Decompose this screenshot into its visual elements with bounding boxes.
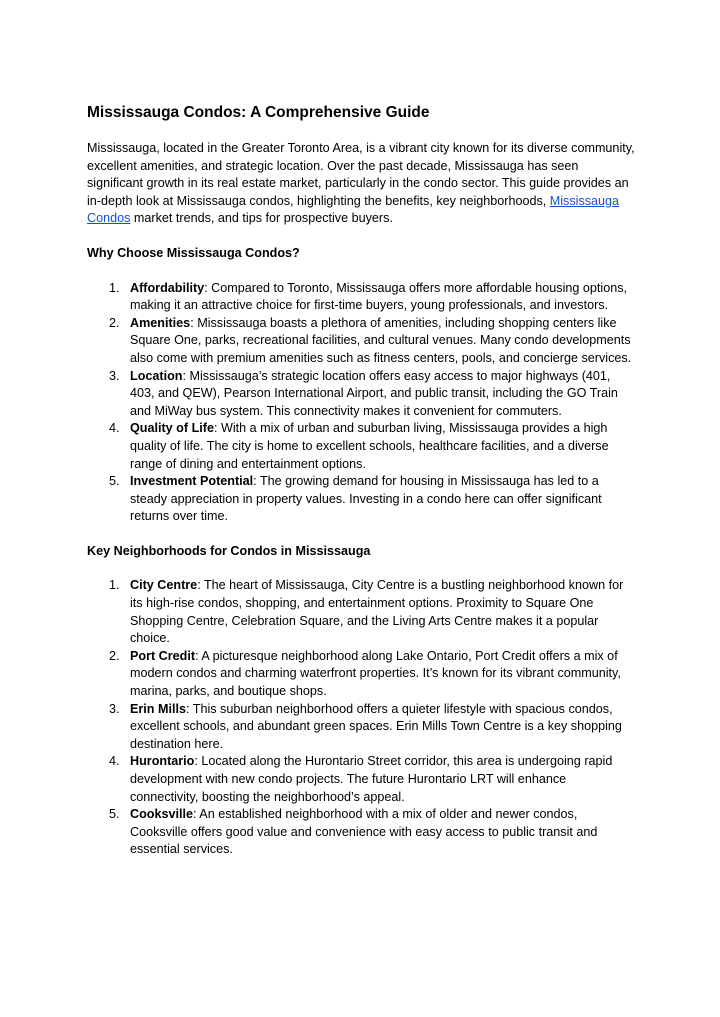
list-item-term: Amenities bbox=[130, 315, 191, 330]
list-item bbox=[87, 315, 635, 368]
intro-text-before-link: Mississauga, located in the Greater Toronto Area, is a vibrant city known for its diverse community, excellent amenities, and strategic location. Over the past decade, Mississauga has seen significant growth in its real estate market, particularly in the condo sector. This guide provides an in-depth look at Mississauga condos, highlighting the benefits, key neighborhoods, bbox=[87, 141, 635, 208]
list-item-term: Location bbox=[130, 368, 183, 383]
list-item-text: : The heart of Mississauga, City Centre is a bustling neighborhood known for its high-rise condos, shopping, and entertainment options. Proximity to Square One Shopping Centre, Celebration Square, and the Living Arts Centre makes it a popular choice. bbox=[130, 578, 624, 646]
list-item-number: 1. bbox=[109, 578, 120, 593]
list-item-number: 4. bbox=[109, 421, 120, 436]
list-item-text: : Located along the Hurontario Street corridor, this area is undergoing rapid development with new condo projects. The future Hurontario LRT will enhance connectivity, boosting the neighborhood’s appeal. bbox=[130, 754, 613, 804]
document-page bbox=[87, 103, 635, 876]
document-title: Mississauga Condos: A Comprehensive Guide bbox=[87, 104, 430, 121]
list-item-term: Investment Potential bbox=[130, 474, 254, 489]
why-choose-list bbox=[87, 280, 635, 526]
list-item bbox=[87, 420, 635, 473]
section-heading-why-choose: Why Choose Mississauga Condos? bbox=[87, 245, 300, 260]
list-item-term: City Centre bbox=[130, 578, 198, 593]
key-neighborhoods-list bbox=[87, 577, 635, 859]
list-item bbox=[87, 368, 635, 421]
list-item-term: Erin Mills bbox=[130, 701, 186, 716]
list-item-term: Hurontario bbox=[130, 754, 195, 769]
list-item-term: Affordability bbox=[130, 280, 205, 295]
list-item-text: : Mississauga’s strategic location offers easy access to major highways (401, 403, and QEW), Pearson International Airport, and public transit, including the GO Train and MiWay bus system. This connectivity makes it convenient for commuters. bbox=[130, 368, 618, 418]
intro-paragraph bbox=[87, 140, 635, 228]
intro-text-after-link: market trends, and tips for prospective buyers. bbox=[130, 211, 393, 226]
list-item-number: 3. bbox=[109, 368, 120, 383]
list-item-text: : The growing demand for housing in Mississauga has led to a steady appreciation in property values. Investing in a condo here can offer significant returns over time. bbox=[130, 474, 602, 524]
list-item-text: : With a mix of urban and suburban living, Mississauga provides a high quality of life. The city is home to excellent schools, healthcare facilities, and a diverse range of dining and entertainment options. bbox=[130, 421, 609, 471]
list-item-number: 4. bbox=[109, 754, 120, 769]
list-item-term: Port Credit bbox=[130, 648, 196, 663]
list-item-number: 2. bbox=[109, 315, 120, 330]
list-item bbox=[87, 753, 635, 806]
list-item bbox=[87, 648, 635, 701]
section-heading-key-neighborhoods: Key Neighborhoods for Condos in Mississauga bbox=[87, 543, 371, 558]
list-item-term: Quality of Life bbox=[130, 421, 214, 436]
list-item-text: : Compared to Toronto, Mississauga offers more affordable housing options, making it an attractive choice for first-time buyers, young professionals, and investors. bbox=[130, 280, 628, 313]
list-item-text: : A picturesque neighborhood along Lake Ontario, Port Credit offers a mix of modern condos and charming waterfront properties. It’s known for its vibrant community, marina, parks, and boutique shops. bbox=[130, 648, 621, 699]
list-item-number: 1. bbox=[109, 280, 120, 295]
list-item-number: 3. bbox=[109, 701, 120, 716]
list-item bbox=[87, 577, 635, 647]
list-item bbox=[87, 806, 635, 859]
list-item bbox=[87, 701, 635, 754]
list-item-text: : An established neighborhood with a mix of older and newer condos, Cooksville offers good value and convenience with easy access to public transit and essential services. bbox=[130, 807, 598, 857]
list-item-term: Cooksville bbox=[130, 807, 193, 822]
list-item-number: 5. bbox=[109, 807, 120, 822]
list-item-text: : This suburban neighborhood offers a quieter lifestyle with spacious condos, excellent schools, and abundant green spaces. Erin Mills Town Centre is a key shopping destination here. bbox=[130, 701, 622, 751]
list-item-number: 2. bbox=[109, 648, 120, 663]
list-item bbox=[87, 473, 635, 526]
mississauga-condos-link[interactable]: Mississauga Condos bbox=[87, 193, 620, 226]
list-item-number: 5. bbox=[109, 474, 120, 489]
list-item-text: : Mississauga boasts a plethora of amenities, including shopping centers like Square One, parks, recreational facilities, and cultural venues. Many condo developments also come with premium amenities such as fitness centers, pools, and concierge services. bbox=[130, 315, 632, 365]
list-item bbox=[87, 280, 635, 315]
